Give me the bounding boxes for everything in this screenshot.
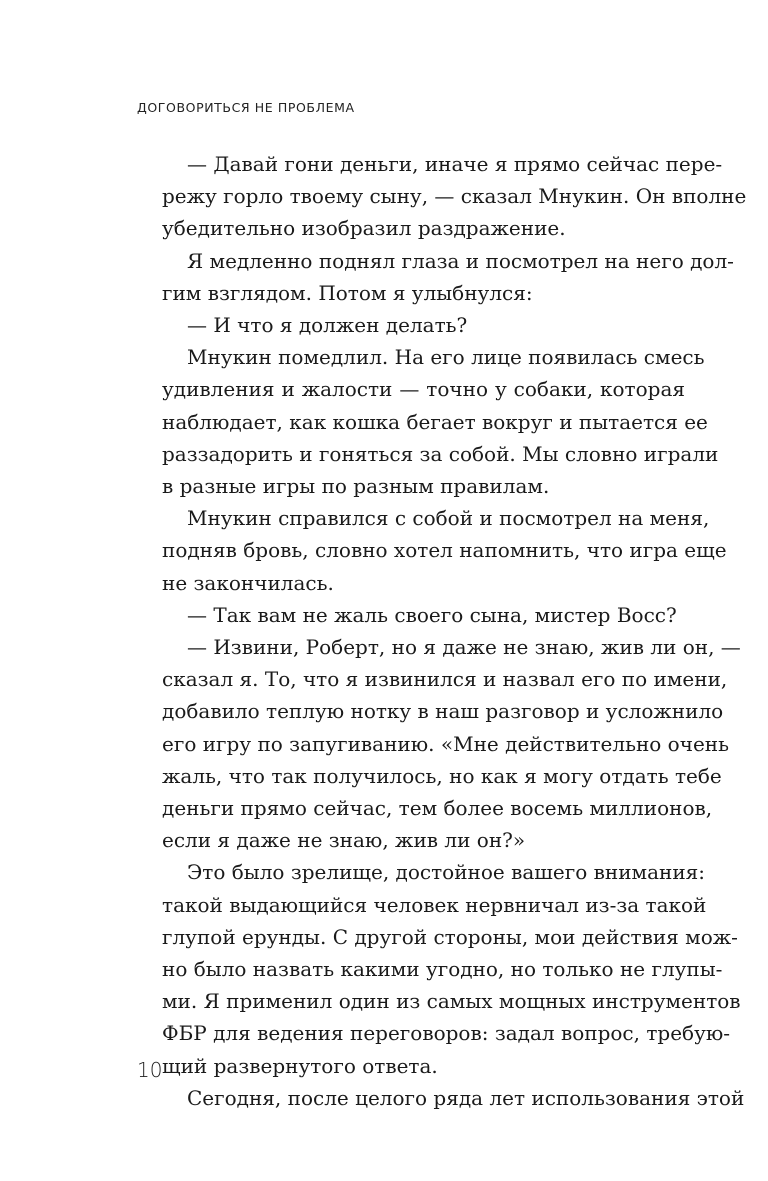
text-line: щий развернутого ответа. (162, 1053, 438, 1078)
running-header: ДОГОВОРИТЬСЯ НЕ ПРОБЛЕМА (137, 100, 355, 115)
text-line: гим взглядом. Потом я улыбнулся: (162, 280, 533, 305)
text-line: не закончилась. (162, 570, 334, 595)
text-line: глупой ерунды. С другой стороны, мои действия мож- (162, 924, 738, 949)
text-line: удивления и жалости — точно у собаки, которая (162, 377, 685, 402)
text-line: ФБР для ведения переговоров: задал вопрос, требую- (162, 1021, 731, 1046)
text-line: если я даже не знаю, жив ли он?» (162, 828, 526, 853)
text-line: Я медленно поднял глаза и посмотрел на него дол- (187, 248, 734, 273)
paragraph (137, 341, 719, 502)
paragraph (137, 856, 741, 1081)
paragraph (137, 309, 685, 341)
text-line: убедительно изобразил раздражение. (162, 216, 566, 241)
text-line: жаль, что так получилось, но как я могу отдать тебе (162, 763, 722, 788)
text-line: Это было зрелище, достойное вашего внимания: (187, 860, 706, 885)
text-line: — И что я должен делать? (187, 313, 468, 338)
paragraph (137, 148, 747, 245)
paragraph (137, 599, 685, 631)
text-line: Сегодня, после целого ряда лет использования этой (187, 1085, 745, 1110)
text-line: в разные игры по разным правилам. (162, 474, 550, 499)
text-line: такой выдающийся человек нервничал из-за такой (162, 892, 707, 917)
text-line: Мнукин помедлил. На его лице появилась смесь (187, 345, 705, 370)
text-line: Мнукин справился с собой и посмотрел на меня, (187, 506, 710, 531)
paragraph (137, 245, 734, 309)
text-line: его игру по запугиванию. «Мне действительно очень (162, 731, 730, 756)
page-number: 10 (137, 1058, 163, 1082)
body-text (137, 148, 747, 1114)
text-line: режу горло твоему сыну, — сказал Мнукин. Он вполне (162, 184, 747, 209)
text-line: — Давай гони деньги, иначе я прямо сейчас пере- (187, 152, 723, 176)
paragraph (137, 631, 741, 856)
text-line: ми. Я применил один из самых мощных инструментов (162, 989, 741, 1014)
paragraph (137, 502, 727, 599)
text-line: деньги прямо сейчас, тем более восемь миллионов, (162, 796, 713, 821)
text-line: — Так вам не жаль своего сына, мистер Восс? (187, 602, 677, 627)
text-line: добавило теплую нотку в наш разговор и усложнило (162, 699, 724, 724)
paragraph (137, 1082, 745, 1114)
text-line: раззадорить и гоняться за собой. Мы словно играли (162, 441, 719, 466)
text-line: но было назвать какими угодно, но только не глупы- (162, 957, 723, 982)
text-line: — Извини, Роберт, но я даже не знаю, жив ли он, — (187, 635, 741, 660)
text-line: наблюдает, как кошка бегает вокруг и пытается ее (162, 409, 708, 434)
text-line: подняв бровь, словно хотел напомнить, что игра еще (162, 538, 727, 563)
text-line: сказал я. То, что я извинился и назвал его по имени, (162, 667, 728, 692)
